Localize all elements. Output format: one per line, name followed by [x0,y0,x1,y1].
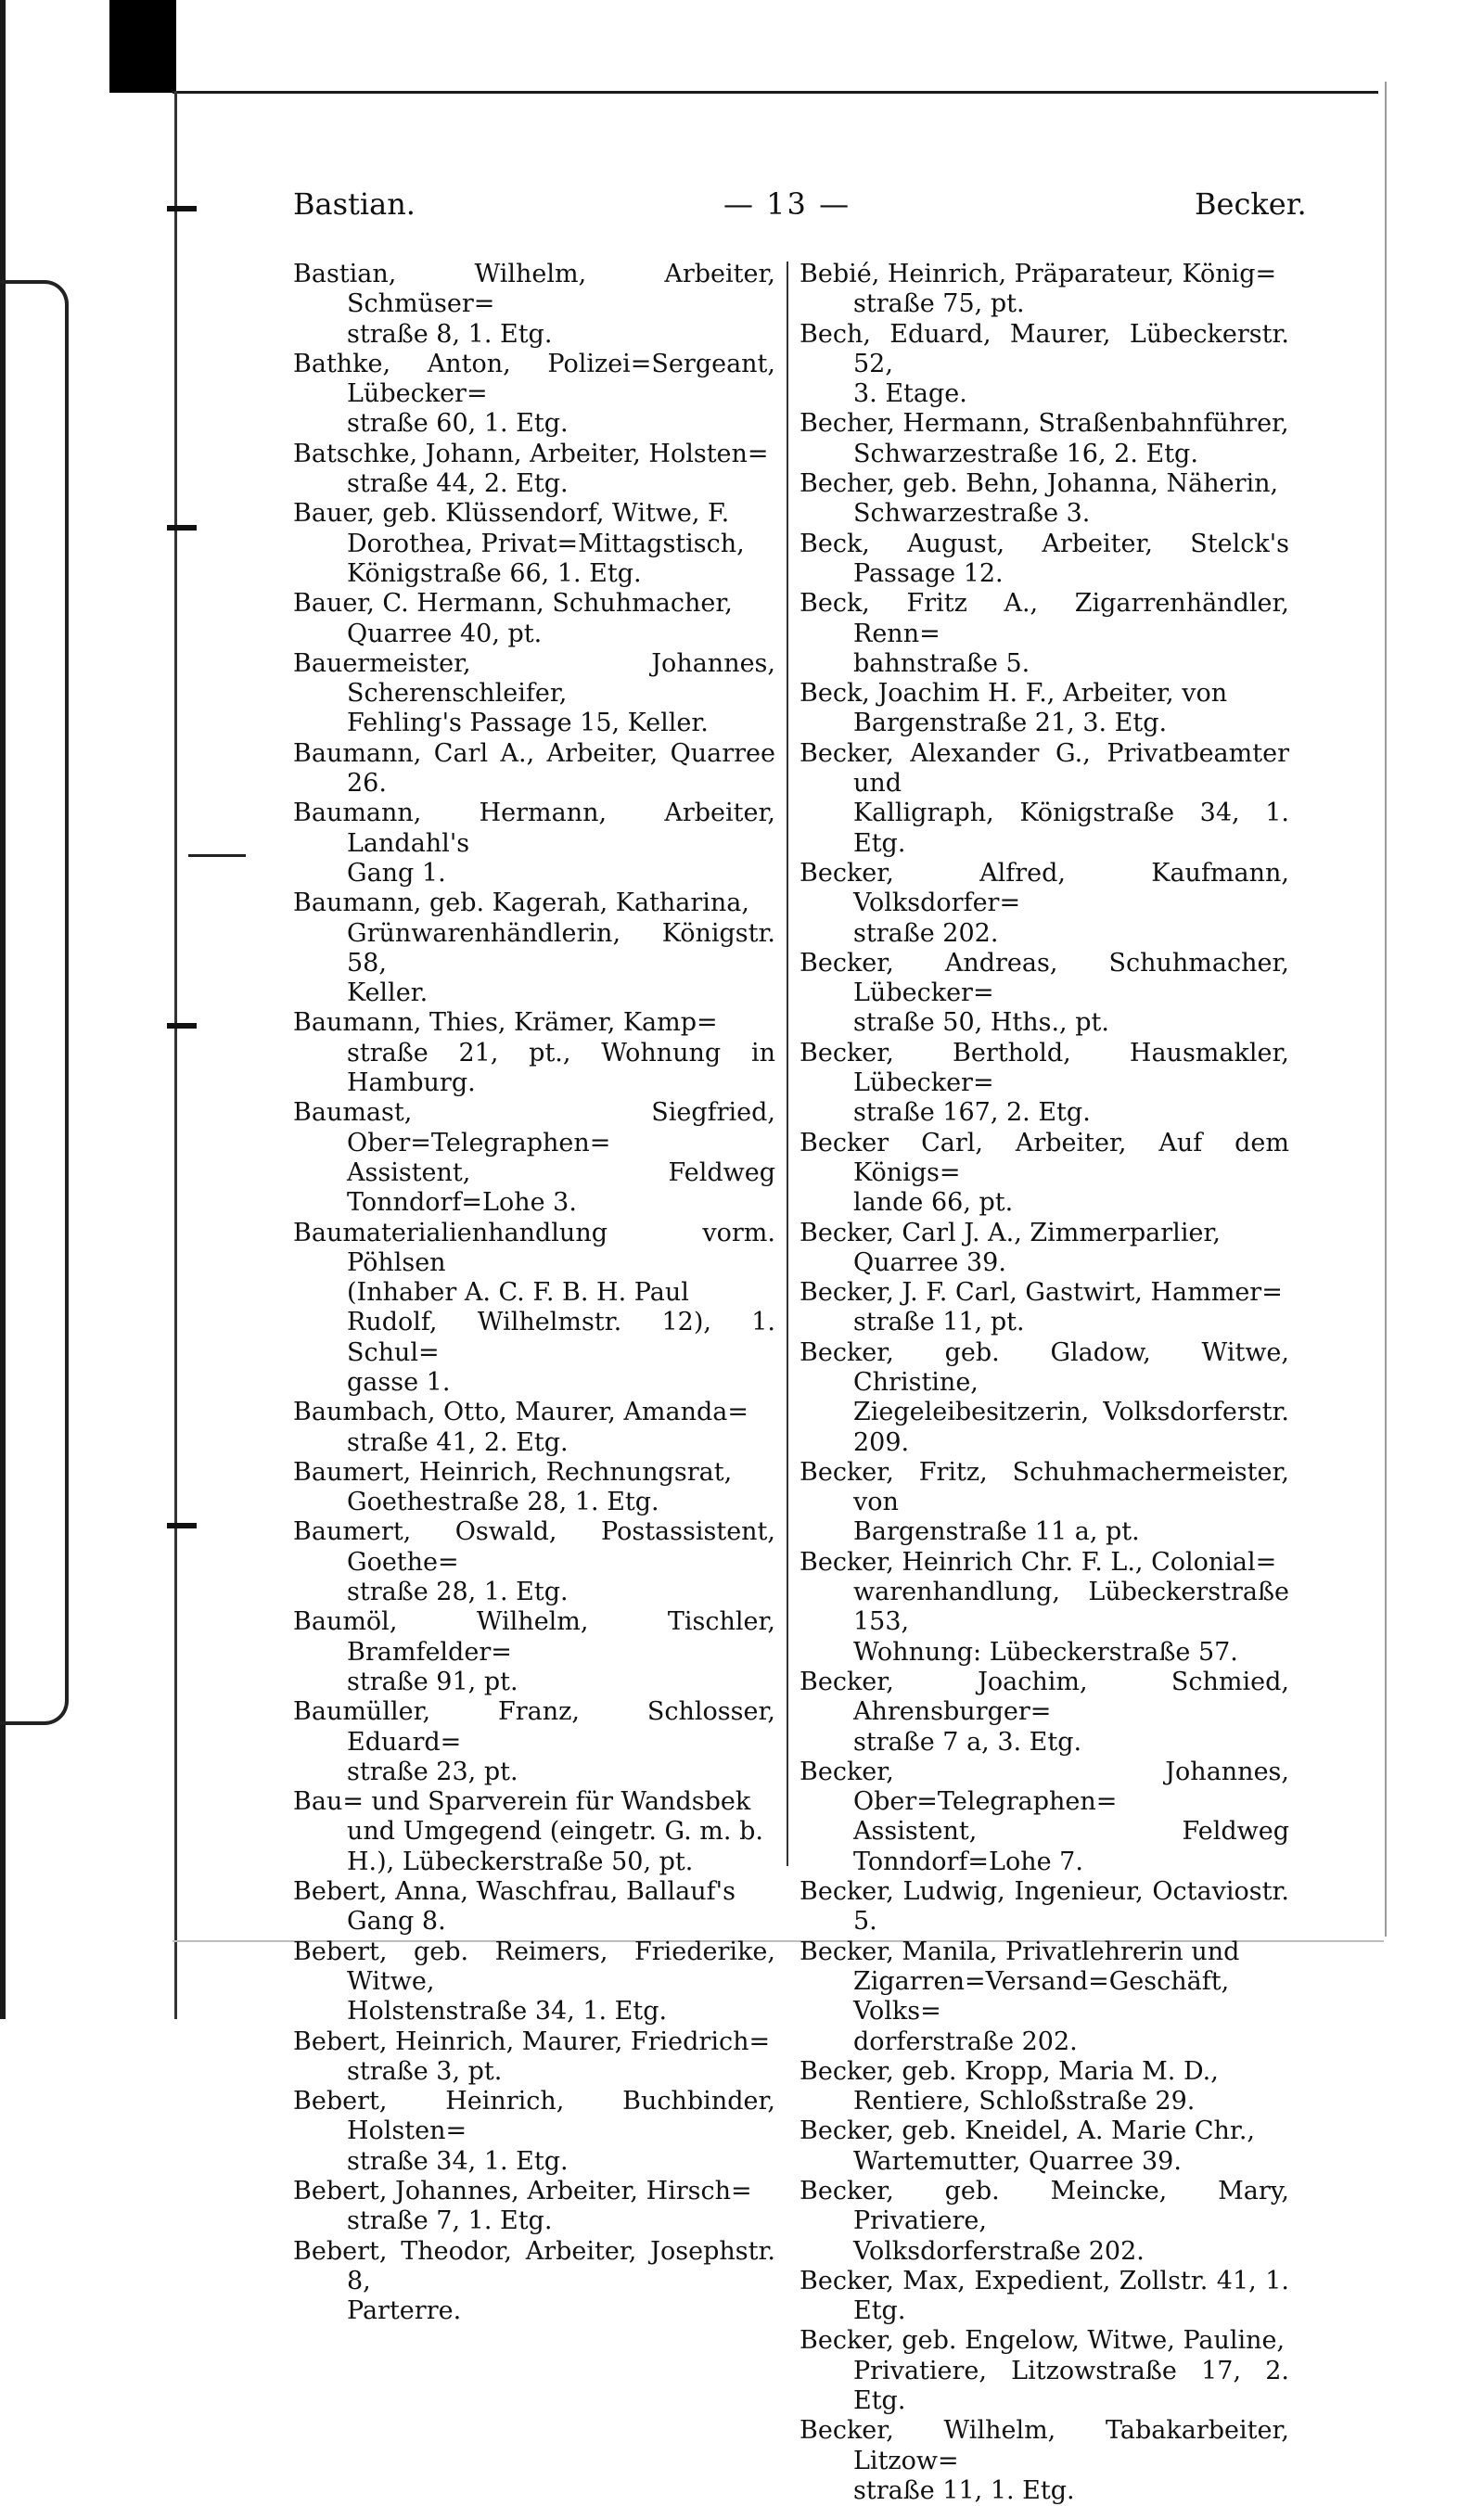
entry-line: Schwarzestraße 16, 2. Etg. [853,439,1198,468]
directory-entry [293,1098,775,1218]
entry-line: Bauer, geb. Klüssendorf, Witwe, F. [293,499,730,529]
entry-line: Becker, geb. Gladow, Witwe, Christine, [800,1337,1289,1397]
entry-line: Volksdorferstraße 202. [853,2236,1145,2266]
directory-entry [293,589,775,649]
entry-line: Becker, Berthold, Hausmakler, Lübecker= [800,1038,1289,1098]
directory-entry [293,260,775,350]
directory-entry [293,1607,775,1697]
directory-entry [800,2057,1289,2117]
entry-line: Privatiere, Litzowstraße 17, 2. Etg. [853,2356,1289,2416]
directory-entry [293,1458,775,1518]
entry-line: Bargenstraße 11 a, pt. [853,1517,1140,1547]
entry-line: bahnstraße 5. [853,648,1030,678]
entry-line: Baumast, Siegfried, Ober=Telegraphen= [293,1098,775,1157]
entry-line: Beck, August, Arbeiter, Stelck's Passage 12. [800,529,1289,588]
entry-line: Baumann, Thies, Krämer, Kamp= [293,1008,718,1038]
directory-column-right [800,260,1289,2506]
entry-line: Becker, geb. Engelow, Witwe, Pauline, [800,2326,1286,2356]
entry-line: Assistent, Feldweg Tonndorf=Lohe 7. [853,1817,1289,1876]
margin-mark [188,854,246,857]
entry-line: Quarree 40, pt. [347,619,543,648]
page-right-edge [1385,82,1387,1937]
scan-black-tab [109,0,176,93]
entry-line: Becker Carl, Arbeiter, Auf dem Königs= [800,1128,1289,1187]
directory-entry [800,739,1289,859]
entry-line: Bebert, geb. Reimers, Friederike, Witwe, [293,1937,775,1996]
page-fold-line [174,91,177,2019]
entry-line: Rudolf, Wilhelmstr. 12), 1. Schul= [347,1308,775,1367]
entry-line: Becker, Wilhelm, Tabakarbeiter, Litzow= [800,2416,1289,2475]
entry-line: straße 75, pt. [853,289,1025,319]
entry-line: Becker, Alexander G., Privatbeamter und [800,738,1289,799]
entry-line: Bargenstraße 21, 3. Etg. [853,709,1168,738]
directory-entry [800,949,1289,1039]
directory-entry [800,1338,1289,1458]
directory-entry [800,469,1289,530]
directory-entry [800,409,1289,469]
directory-entry [800,1129,1289,1219]
entry-line: dorferstraße 202. [853,2027,1078,2056]
directory-entry [293,649,775,739]
directory-entry [293,1219,775,1399]
entry-line: Schwarzestraße 3. [853,499,1091,529]
entry-line: Wartemutter, Quarree 39. [853,2146,1182,2176]
directory-entry [800,1458,1289,1548]
directory-entry [293,2177,775,2237]
entry-line: Gang 1. [347,858,446,888]
directory-entry [800,1039,1289,1129]
page-top-edge [173,91,1378,94]
margin-mark [167,525,197,531]
entry-line: Goethestraße 28, 1. Etg. [347,1488,659,1517]
entry-line: Bebert, Heinrich, Buchbinder, Holsten= [293,2087,775,2146]
running-head-right: Becker. [1195,186,1307,222]
directory-entry [293,739,775,799]
directory-entry [293,2027,775,2088]
directory-entry [293,440,775,500]
entry-line: Becker, Heinrich Chr. F. L., Colonial= [800,1547,1277,1577]
entry-line: Bebert, Johannes, Arbeiter, Hirsch= [293,2177,752,2206]
entry-line: Bastian, Wilhelm, Arbeiter, Schmüser= [293,260,775,319]
entry-line: Beck, Joachim H. F., Arbeiter, von [800,679,1228,709]
entry-line: Becker, Joachim, Schmied, Ahrensburger= [800,1667,1289,1727]
directory-entry [800,679,1289,739]
directory-entry [293,1517,775,1607]
margin-mark [167,206,197,211]
entry-line: Becker, geb. Kneidel, A. Marie Chr., [800,2116,1255,2146]
entry-line: straße 167, 2. Etg. [853,1098,1091,1128]
entry-line: Batschke, Johann, Arbeiter, Holsten= [293,439,769,468]
entry-line: Grünwarenhändlerin, Königstr. 58, [347,918,775,978]
entry-line: und Umgegend (eingetr. G. m. b. [347,1817,763,1847]
entry-line: Becker, geb. Kropp, Maria M. D., [800,2056,1219,2086]
directory-entry [293,1008,775,1098]
entry-line: Becker, Carl J. A., Zimmerparlier, [800,1218,1221,1247]
directory-entry [293,2087,775,2177]
entry-line: straße 28, 1. Etg. [347,1578,569,1607]
entry-line: Baumann, geb. Kagerah, Katharina, [293,889,749,918]
entry-line: Holstenstraße 34, 1. Etg. [347,1997,668,2027]
entry-line: Bathke, Anton, Polizei=Sergeant, Lübecker= [293,349,775,409]
entry-line: Becker, J. F. Carl, Gastwirt, Hammer= [800,1278,1283,1308]
entry-line: Bauermeister, Johannes, Scherenschleifer, [293,648,775,709]
entry-line: Zigarren=Versand=Geschäft, Volks= [853,1966,1230,2027]
entry-line: Becker, Andreas, Schuhmacher, Lübecker= [800,948,1289,1008]
directory-entry [293,1937,775,2027]
directory-entry [800,1548,1289,1668]
entry-line: Ziegeleibesitzerin, Volksdorferstr. 209. [853,1398,1289,1457]
entry-line: straße 3, pt. [347,2056,503,2086]
entry-line: Bauer, C. Hermann, Schuhmacher, [293,589,733,619]
entry-line: Baumöl, Wilhelm, Tischler, Bramfelder= [293,1607,775,1667]
directory-entry [800,1937,1289,2057]
entry-line: Becker, geb. Meincke, Mary, Privatiere, [800,2177,1289,2236]
binding-bracket [0,280,69,1725]
entry-line: H.), Lübeckerstraße 50, pt. [347,1847,694,1876]
entry-line: Parterre. [347,2296,462,2326]
directory-entry [800,1219,1289,1279]
entry-line: Bau= und Sparverein für Wandsbek [293,1787,751,1817]
entry-line: Becher, Hermann, Straßenbahnführer, [800,409,1289,439]
entry-line: (Inhaber A. C. F. B. H. Paul [347,1278,689,1308]
entry-line: Wohnung: Lübeckerstraße 57. [853,1637,1238,1667]
entry-line: straße 11, 1. Etg. [853,2475,1075,2505]
entry-line: straße 21, pt., Wohnung in Hamburg. [347,1038,775,1098]
entry-line: Baumert, Heinrich, Rechnungsrat, [293,1457,733,1487]
entry-line: Becker, Manila, Privatlehrerin und [800,1937,1240,1966]
directory-entry [293,889,775,1008]
entry-line: Quarree 39. [853,1247,1006,1277]
directory-entry [293,1877,775,1937]
directory-entry [293,1398,775,1458]
entry-line: straße 202. [853,918,999,948]
entry-line: Fehling's Passage 15, Keller. [347,709,709,738]
entry-line: Gang 8. [347,1907,446,1937]
entry-line: Bebert, Heinrich, Maurer, Friedrich= [293,2027,771,2056]
directory-entry [800,1877,1289,1937]
directory-entry [800,589,1289,679]
entry-line: straße 8, 1. Etg. [347,319,553,349]
entry-line: Becker, Johannes, Ober=Telegraphen= [800,1757,1289,1817]
entry-line: Beck, Fritz A., Zigarrenhändler, Renn= [800,589,1289,648]
entry-line: Bebié, Heinrich, Präparateur, König= [800,260,1277,288]
column-divider [787,262,788,1866]
margin-mark [167,1023,197,1029]
entry-line: Becker, Max, Expedient, Zollstr. 41, 1. Etg. [800,2266,1289,2326]
directory-entry [800,260,1289,320]
entry-line: straße 60, 1. Etg. [347,409,569,439]
entry-line: 3. Etage. [853,379,967,409]
directory-entry [293,799,775,889]
directory-entry [800,320,1289,410]
entry-line: straße 7, 1. Etg. [347,2206,553,2236]
entry-line: straße 91, pt. [347,1667,518,1696]
directory-entry [293,350,775,440]
entry-line: Baumann, Carl A., Arbeiter, Quarree 26. [293,738,775,799]
entry-line: Bech, Eduard, Maurer, Lübeckerstr. 52, [800,319,1289,378]
directory-entry [800,859,1289,949]
entry-line: Kalligraph, Königstraße 34, 1. Etg. [853,799,1289,858]
directory-entry [293,2237,775,2327]
directory-entry [800,1668,1289,1758]
directory-column-left [293,260,775,2326]
directory-entry [293,499,775,589]
entry-line: straße 34, 1. Etg. [347,2146,569,2176]
entry-line: Königstraße 66, 1. Etg. [347,558,642,588]
margin-mark [167,1523,197,1528]
entry-line: Baumert, Oswald, Postassistent, Goethe= [293,1517,775,1577]
entry-line: Becher, geb. Behn, Johanna, Näherin, [800,469,1279,499]
entry-line: Baumbach, Otto, Maurer, Amanda= [293,1398,748,1427]
entry-line: gasse 1. [347,1367,451,1397]
entry-line: Rentiere, Schloßstraße 29. [853,2087,1196,2116]
directory-entry [800,1758,1289,1877]
directory-entry [293,1787,775,1877]
entry-line: Becker, Fritz, Schuhmachermeister, von [800,1457,1289,1517]
entry-line: Keller. [347,978,429,1008]
entry-line: Baumaterialienhandlung vorm. Pöhlsen [293,1218,775,1277]
entry-line: Becker, Alfred, Kaufmann, Volksdorfer= [800,858,1289,918]
entry-line: Assistent, Feldweg Tonndorf=Lohe 3. [347,1157,775,1218]
entry-line: Baumüller, Franz, Schlosser, Eduard= [293,1697,775,1757]
directory-entry [800,2267,1289,2327]
entry-line: Bebert, Anna, Waschfrau, Ballauf's [293,1877,736,1907]
entry-line: warenhandlung, Lübeckerstraße 153, [853,1578,1289,1637]
running-head-left: Bastian. [293,186,416,222]
entry-line: straße 23, pt. [347,1757,518,1786]
directory-entry [800,2177,1289,2267]
entry-line: straße 50, Hths., pt. [853,1008,1109,1038]
directory-entry [293,1697,775,1787]
directory-entry [800,2116,1289,2177]
entry-line: Bebert, Theodor, Arbeiter, Josephstr. 8, [293,2236,775,2295]
entry-line: Dorothea, Privat=Mittagstisch, [347,529,745,558]
entry-line: lande 66, pt. [853,1188,1014,1218]
entry-line: straße 11, pt. [853,1308,1025,1337]
directory-entry [800,2416,1289,2506]
directory-entry [800,2326,1289,2416]
entry-line: Baumann, Hermann, Arbeiter, Landahl's [293,799,775,858]
entry-line: straße 41, 2. Etg. [347,1427,569,1457]
directory-entry [800,1278,1289,1338]
entry-line: straße 7 a, 3. Etg. [853,1727,1082,1757]
page-number: — 13 — [723,186,851,222]
entry-line: straße 44, 2. Etg. [347,469,569,499]
directory-entry [800,530,1289,590]
entry-line: Becker, Ludwig, Ingenieur, Octaviostr. 5. [800,1877,1289,1937]
